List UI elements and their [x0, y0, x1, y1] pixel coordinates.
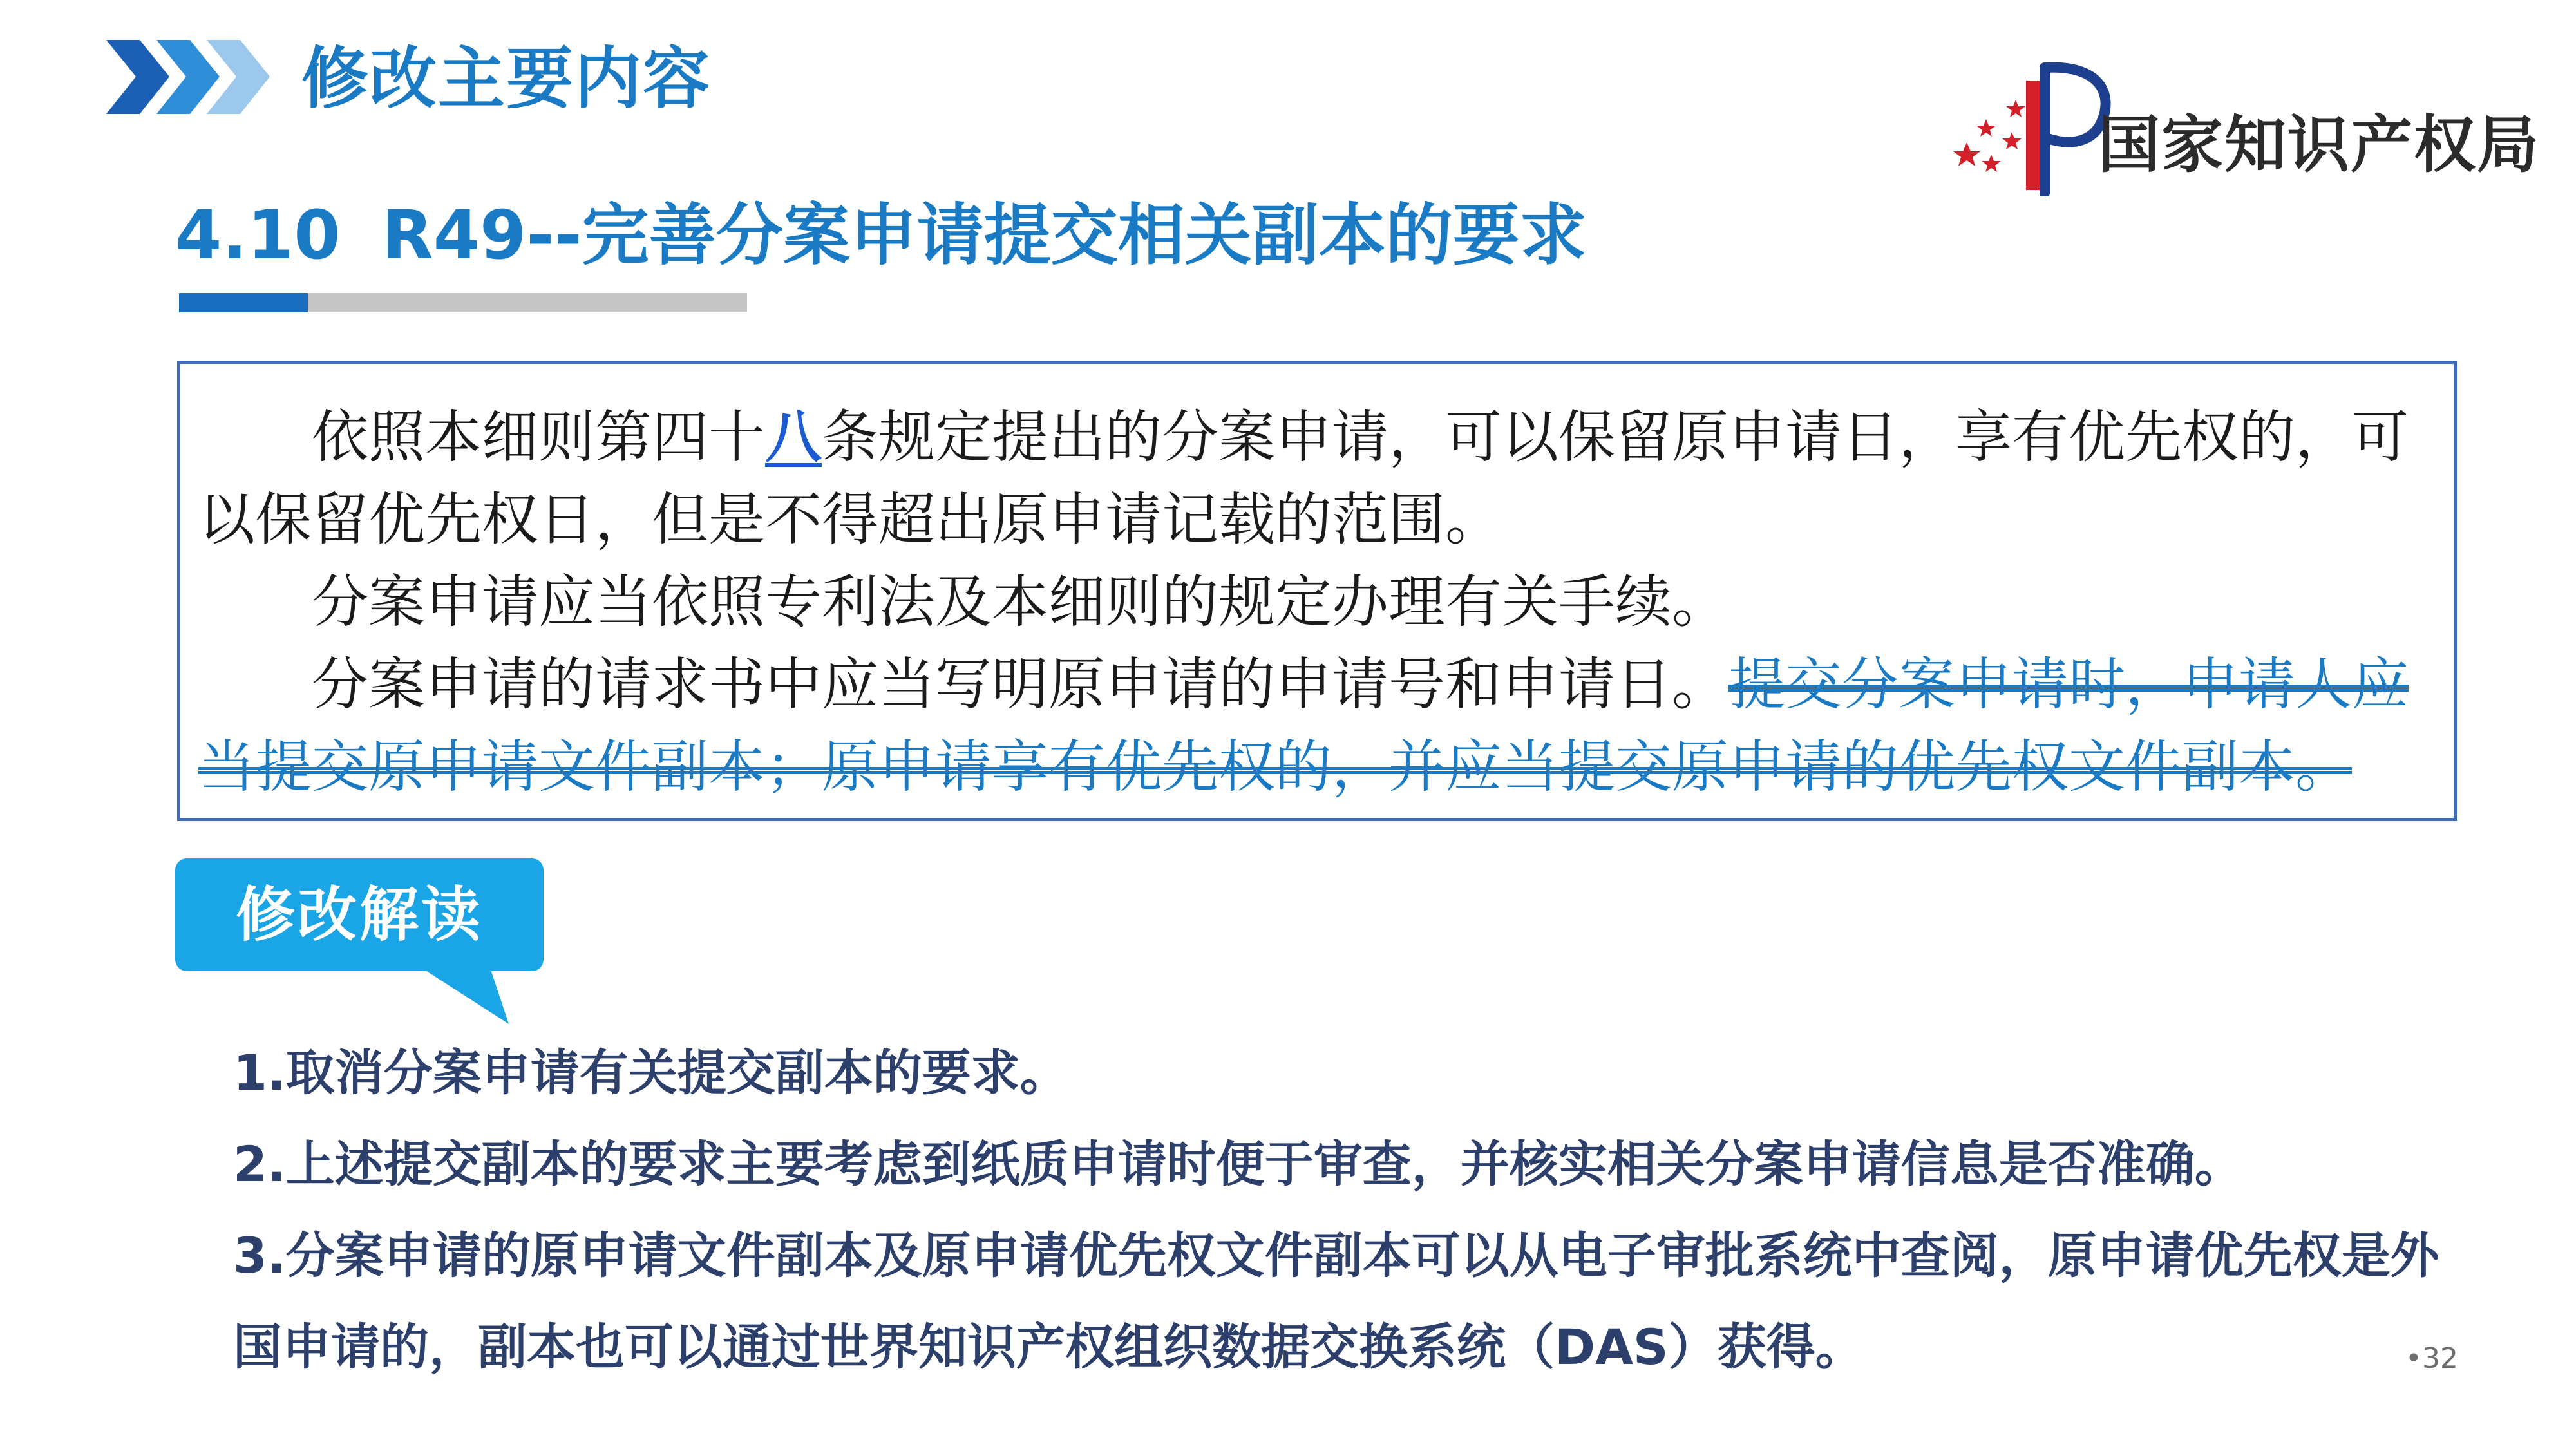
p1-before: 依照本细则第四十 [312, 404, 766, 470]
list-item: 2.上述提交副本的要求主要考虑到纸质申请时便于审查，并核实相关分案申请信息是否准确。 [233, 1135, 2244, 1193]
paragraph-3 [198, 643, 2439, 808]
deleted-text: 提交分案申请时，申请人应当提交原申请文件副本；原申请享有优先权的，并应当提交原申请的优先权文件副本。 [198, 651, 2409, 800]
list-item: 3.分案申请的原申请文件副本及原申请优先权文件副本可以从电子审批系统中查阅，原申请优先权是外国申请的，副本也可以通过世界知识产权组织数据交换系统（DAS）获得。 [233, 1227, 2439, 1376]
paragraph-2: 分案申请应当依照专利法及本细则的规定办理有关手续。 [312, 569, 1729, 635]
p3-kept: 分案申请的请求书中应当写明原申请的申请号和申请日。 [312, 651, 1729, 717]
callout-tail [419, 966, 509, 1024]
inserted-text: 八 [765, 404, 822, 470]
logo-text: 国家知识产权局 [2098, 108, 2540, 181]
page-title: 修改主要内容 [301, 39, 712, 118]
section-title: R49--完善分案申请提交相关副本的要求 [381, 196, 1587, 274]
section-heading [175, 190, 1587, 280]
underline-blue-segment [179, 293, 308, 312]
interpretation-list [233, 1027, 2474, 1393]
chevron-right-triple-icon [106, 40, 280, 114]
callout-bubble [175, 858, 544, 971]
section-number: 4.10 [175, 196, 341, 274]
logo [1951, 55, 2544, 196]
p1-after: 条规定提出的分案申请，可以保留原申请日，享有优先权的，可以保留优先权日，但是不得超出原申请记载的范围。 [198, 404, 2409, 553]
regulation-text [198, 396, 2439, 808]
callout-label: 修改解读 [235, 880, 483, 949]
page-number: •32 [2405, 1342, 2458, 1375]
cnipa-logo-icon [1951, 55, 2119, 196]
list-item: 1.取消分案申请有关提交副本的要求。 [233, 1044, 1069, 1101]
underline-gray-segment [308, 293, 747, 312]
paragraph-1 [198, 396, 2439, 561]
regulation-text-box [177, 361, 2457, 821]
